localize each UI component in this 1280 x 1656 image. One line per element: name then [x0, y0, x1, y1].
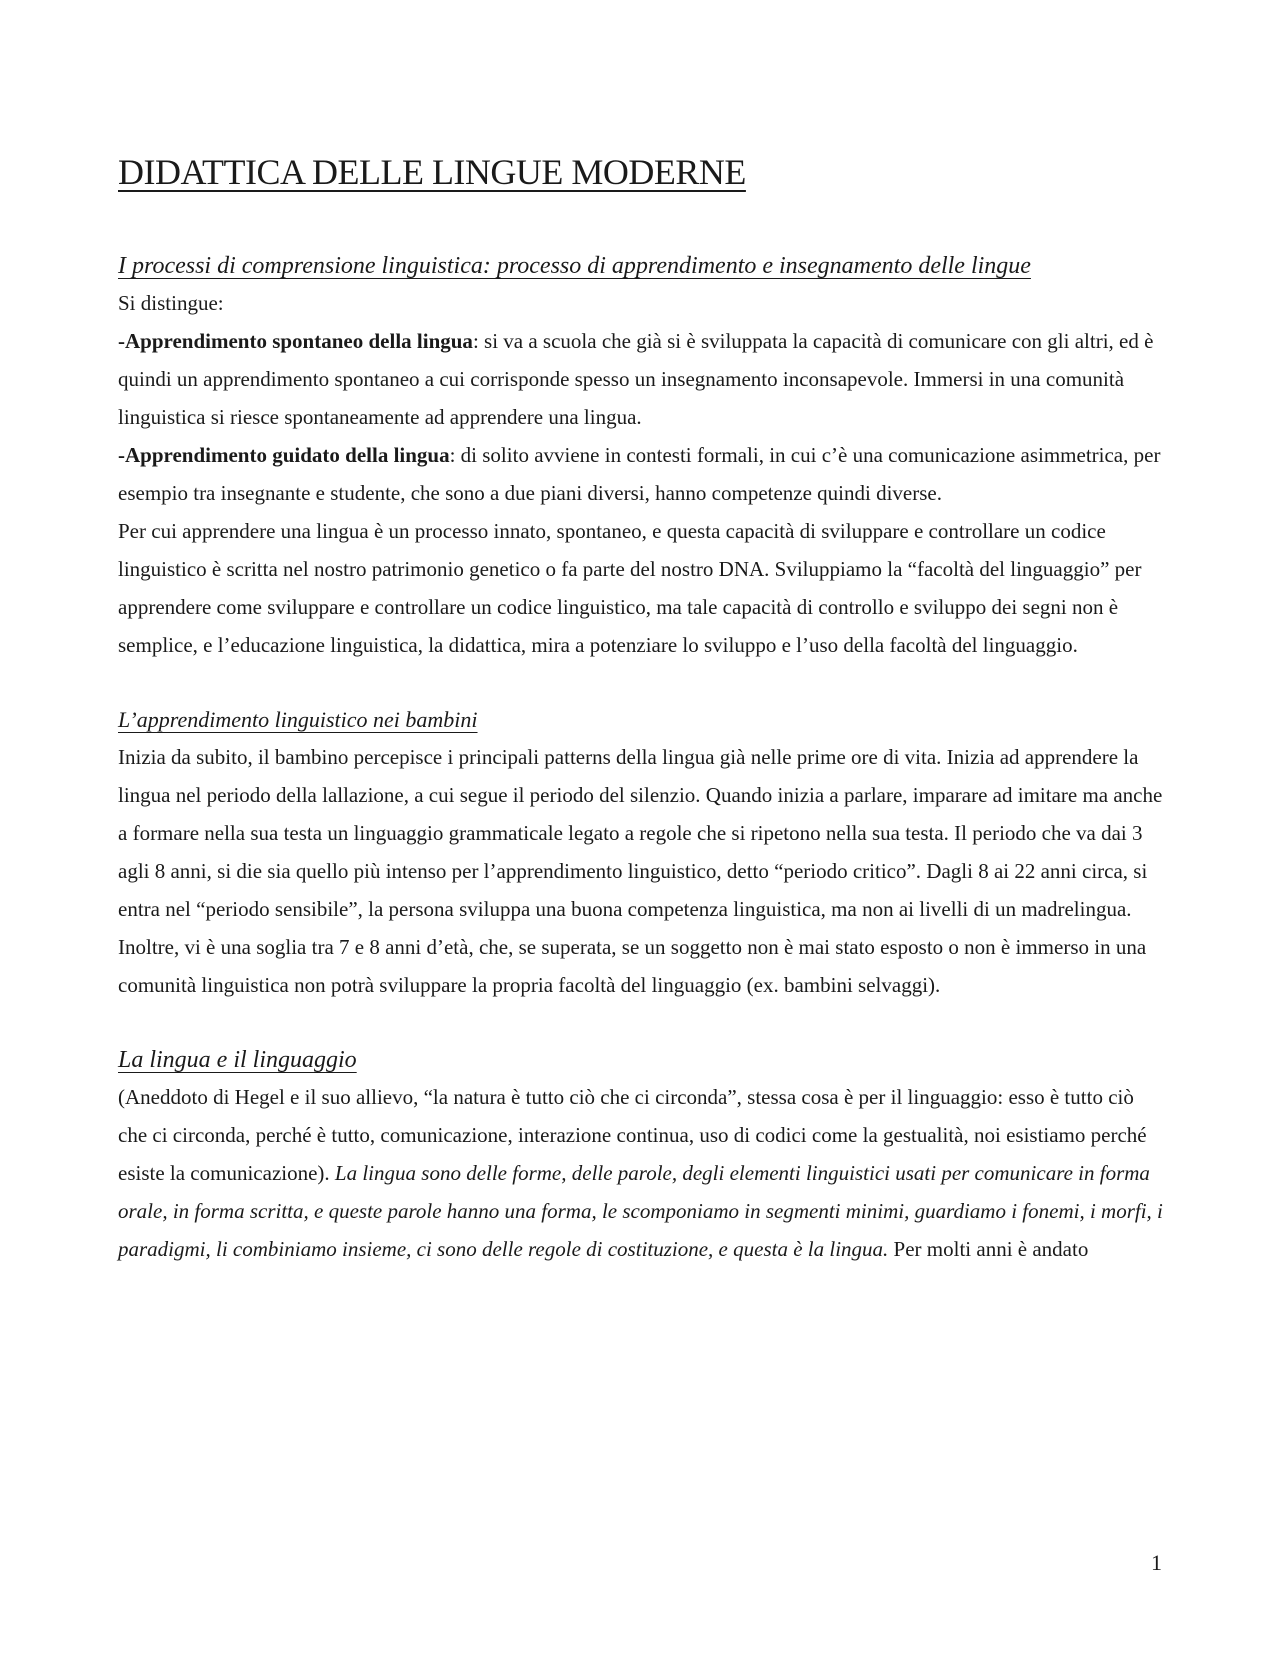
- document-page: [118, 150, 1168, 1268]
- section1-item-guided: [118, 436, 1168, 512]
- section2-paragraph: Inizia da subito, il bambino percepisce i principali patterns della lingua già nelle prime ore di vita. Inizia ad apprendere la lingua nel periodo della lallazione, a cui segue il periodo del silenzio. Quando inizia a parlare, imparare ad imitare ma anche a formare nella sua testa un linguaggio grammaticale legato a regole che si ripetono nella sua testa. Il periodo che va dai 3 agli 8 anni, si die sia quello più intenso per l’apprendimento linguistico, detto “periodo critico”. Dagli 8 ai 22 anni circa, si entra nel “periodo sensibile”, la persona sviluppa una buona competenza linguistica, ma non ai livelli di un madrelingua. Inoltre, vi è una soglia tra 7 e 8 anni d’età, che, se superata, se un soggetto non è mai stato esposto o non è immerso in una comunità linguistica non potrà sviluppare la propria facoltà del linguaggio (ex. bambini selvaggi).: [118, 745, 1163, 997]
- item1-text: : si va a scuola che già si è sviluppata la capacità di comunicare con gli altri, ed è quindi un apprendimento spontaneo a cui corrisponde spesso un insegnamento inconsapevole. Immersi in una comunità linguistica si riesce spontaneamente ad apprendere una lingua.: [118, 329, 1154, 429]
- section1-intro: Si distingue:: [118, 291, 224, 315]
- spacer: [118, 664, 1168, 702]
- page-number: 1: [1151, 1550, 1162, 1575]
- section-heading-language: La lingua e il linguaggio: [118, 1047, 357, 1073]
- section3-text-end: Per molti anni è andato: [888, 1237, 1089, 1261]
- document-title: DIDATTICA DELLE LINGUE MODERNE: [118, 152, 746, 192]
- item2-text: : di solito avviene in contesti formali, in cui c’è una comunicazione asimmetrica, per esempio tra insegnante e studente, che sono a due piani diversi, hanno competenze quindi diverse.: [118, 443, 1161, 505]
- section3-text-italic: La lingua sono delle forme, delle parole, degli elementi linguistici usati per comunicare in forma orale, in forma scritta, e queste parole hanno una forma, le scomponiamo in segmenti minimi, guardiamo i fonemi, i morfi, i paradigmi, li combiniamo insieme, ci sono delle regole di costituzione, e questa è la lingua.: [118, 1161, 1163, 1261]
- section-heading-children: L’apprendimento linguistico nei bambini: [118, 707, 478, 732]
- section1-paragraph: Per cui apprendere una lingua è un processo innato, spontaneo, e questa capacità di sviluppare e controllare un codice linguistico è scritta nel nostro patrimonio genetico o fa parte del nostro DNA. Sviluppiamo la “facoltà del linguaggio” per apprendere come sviluppare e controllare un codice linguistico, ma tale capacità di controllo e sviluppo dei segni non è semplice, e l’educazione linguistica, la didattica, mira a potenziare lo sviluppo e l’uso della facoltà del linguaggio.: [118, 519, 1142, 657]
- section-heading-comprehension: I processi di comprensione linguistica: processo di apprendimento e insegnamento delle lingue: [118, 253, 1031, 279]
- term-guided-learning: -Apprendimento guidato della lingua: [118, 443, 450, 467]
- spacer: [118, 1004, 1168, 1042]
- section1-item-spontaneous: [118, 322, 1168, 436]
- section3-paragraph: [118, 1078, 1168, 1268]
- term-spontaneous-learning: -Apprendimento spontaneo della lingua: [118, 329, 473, 353]
- section3-text-start: (Aneddoto di Hegel e il suo allievo, “la natura è tutto ciò che ci circonda”, stessa cosa è per il linguaggio: esso è tutto ciò che ci circonda, perché è tutto, comunicazione, interazione continua, uso di codici come la gestualità, noi esistiamo perché esiste la comunicazione).: [118, 1085, 1147, 1185]
